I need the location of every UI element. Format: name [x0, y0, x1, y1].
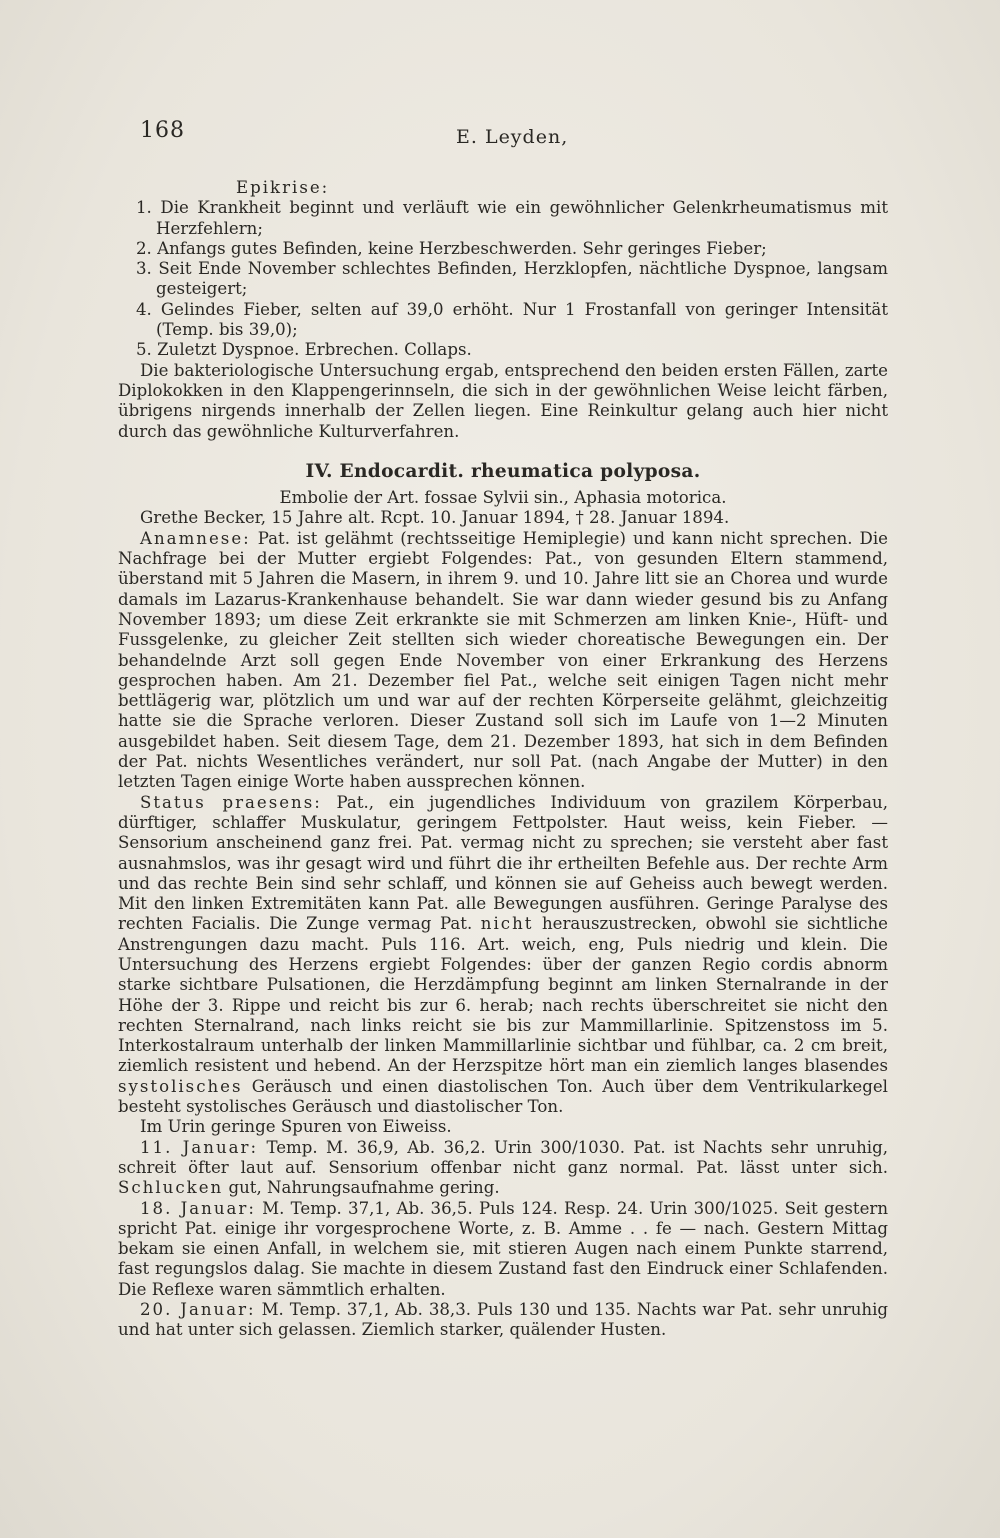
epikrise-item-4: 4. Gelindes Fieber, selten auf 39,0 erhöht. Nur 1 Frostanfall von geringer Intensität (Temp. bis 39,0); [136, 299, 888, 340]
entry-jan-20-label: 20. Januar: [140, 1300, 256, 1320]
anamnese-paragraph [118, 529, 888, 793]
epikrise-item-5: 5. Zuletzt Dyspnoe. Erbrechen. Collaps. [136, 340, 472, 360]
entry-jan-18 [118, 1199, 888, 1300]
entry-jan-11 [118, 1138, 888, 1199]
page-header [140, 118, 900, 158]
anamnese-label: Anamnese: [140, 528, 251, 548]
epikrise-item-3: 3. Seit Ende November schlechtes Befinden, Herzklopfen, nächtliche Dyspnoe, langsam gesteigert; [136, 259, 888, 299]
entry-jan-18-label: 18. Januar: [140, 1198, 256, 1218]
status-text-1: Pat., ein jugendliches Individuum von grazilem Körperbau, dürftiger, schlaffer Muskulatur, geringem Fettpolster. Haut weiss, kein Fieber. — Sensorium anscheinend ganz frei. Pat. vermag nicht zu sprechen; sie versteht aber fast ausnahmslos, was ihr gesagt wird und führt die ihr ertheilten Befehle aus. Der rechte Arm und das rechte Bein sind sehr schlaff, und können sie auf Geheiss auch bewegt werden. Mit den linken Extremitäten kann Pat. alle Bewegungen ausführen. Geringe Paralyse des rechten Facialis. Die Zunge vermag Pat. [118, 792, 888, 934]
status-emphasis-systolisches: systolisches [118, 1076, 243, 1096]
section-subtitle: Embolie der Art. fossae Sylvii sin., Aphasia motorica. [279, 488, 727, 508]
entry-jan-20-text: M. Temp. 37,1, Ab. 38,3. Puls 130 und 135. Nachts war Pat. sehr unruhig und hat unter sich gelassen. Ziemlich starker, quälender Husten. [118, 1300, 888, 1340]
epikrise-heading: Epikrise: [236, 178, 330, 197]
epikrise-item-1: 1. Die Krankheit beginnt und verläuft wie ein gewöhnlicher Gelenkrheumatismus mit Herzfehlern; [136, 198, 888, 238]
epikrise-paragraph: Die bakteriologische Untersuchung ergab, entsprechend den beiden ersten Fällen, zarte Diplokokken in den Klappengerinnseln, die sich in der gewöhnlichen Weise leicht färben, übrigens nirgends innerhalb der Zellen liegen. Eine Reinkultur gelang auch hier nicht durch das gewöhnliche Kulturverfahren. [118, 360, 888, 441]
status-label: Status praesens: [140, 792, 322, 812]
entry-jan-20 [118, 1300, 888, 1341]
entry-jan-11-schlucken-text: gut, Nahrungsaufnahme gering. [228, 1178, 500, 1198]
entry-jan-18-text: M. Temp. 37,1, Ab. 36,5. Puls 124. Resp. 24. Urin 300/1025. Seit gestern spricht Pat. einige ihr vorgesprochene Worte, z. B. Amme . . fe — nach. Gestern Mittag bekam sie einen Anfall, in welchem sie, mit stieren Augen nach einem Punkte starrend, fast regungslos dalag. Sie machte in diesem Zustand fast den Eindruck einer Schlafenden. Die Reflexe waren sämmtlich erhalten. [118, 1198, 889, 1299]
section-title: IV. Endocardit. rheumatica polyposa. [305, 460, 701, 482]
entry-jan-11-label: 11. Januar: [140, 1137, 259, 1157]
entry-jan-11-schlucken-label: Schlucken [118, 1178, 224, 1198]
patient-line: Grethe Becker, 15 Jahre alt. Rcpt. 10. Januar 1894, † 28. Januar 1894. [140, 508, 730, 528]
epikrise-item-2: 2. Anfangs gutes Befinden, keine Herzbeschwerden. Sehr geringes Fieber; [136, 238, 767, 258]
page-number: 168 [140, 118, 185, 143]
status-emphasis-nicht: nicht [480, 914, 534, 934]
status-paragraph [118, 793, 888, 1118]
anamnese-text: Pat. ist gelähmt (rechtsseitige Hemiplegie) und kann nicht sprechen. Die Nachfrage bei der Mutter ergiebt Folgendes: Pat., von gesunden Eltern stammend, überstand mit 5 Jahren die Masern, in ihrem 9. und 10. Jahre litt sie an Chorea und wurde damals im Lazarus-Krankenhause behandelt. Sie war dann wieder gesund bis zu Anfang November 1893; um diese Zeit erkrankte sie mit Schmerzen am linken Knie-, Hüft- und Fussgelenke, zu gleicher Zeit stellten sich wieder choreatische Bewegungen ein. Der behandelnde Arzt soll gegen Ende November von einer Erkrankung des Herzens gesprochen haben. Am 21. Dezember fiel Pat., welche seit einigen Tagen nicht mehr bettlägerig war, plötzlich um und war auf der rechten Körperseite gelähmt, gleichzeitig hatte sie die Sprache verloren. Dieser Zustand soll sich im Laufe von 1—2 Minuten ausgebildet haben. Seit diesem Tage, dem 21. Dezember 1893, hat sich in dem Befinden der Pat. nichts Wesentliches verändert, nur soll Pat. (nach Angabe der Mutter) in den letzten Tagen einige Worte haben aussprechen können. [118, 528, 888, 792]
entry-jan-11-text: Temp. M. 36,9, Ab. 36,2. Urin 300/1030. Pat. ist Nachts sehr unruhig, schreit öfter laut auf. Sensorium offenbar nicht ganz normal. Pat. lässt unter sich. [118, 1137, 889, 1177]
page-body [118, 178, 888, 1341]
status-text-2: herauszustrecken, obwohl sie sichtliche Anstrengungen dazu macht. Puls 116. Art. weich, eng, Puls niedrig und klein. Die Untersuchung des Herzens ergiebt Folgendes: über der ganzen Regio cordis abnorm starke sichtbare Pulsationen, die Herzdämpfung beginnt am linken Sternalrande in der Höhe der 3. Rippe und reicht bis zur 6. herab; nach rechts überschreitet sie nicht den rechten Sternalrand, nach links reicht sie bis zur Mammillarlinie. Spitzenstoss im 5. Interkostalraum unterhalb der linken Mammillarlinie sichtbar und fühlbar, ca. 2 cm breit, ziemlich resistent und hebend. An der Herzspitze hört man ein ziemlich langes blasendes [118, 914, 888, 1076]
status-text-3: Geräusch und einen diastolischen Ton. Auch über dem Ventrikularkegel besteht systolisches Geräusch und diastolischer Ton. [118, 1076, 888, 1117]
running-head: E. Leyden, [456, 126, 569, 148]
urine-line: Im Urin geringe Spuren von Eiweiss. [140, 1117, 452, 1137]
